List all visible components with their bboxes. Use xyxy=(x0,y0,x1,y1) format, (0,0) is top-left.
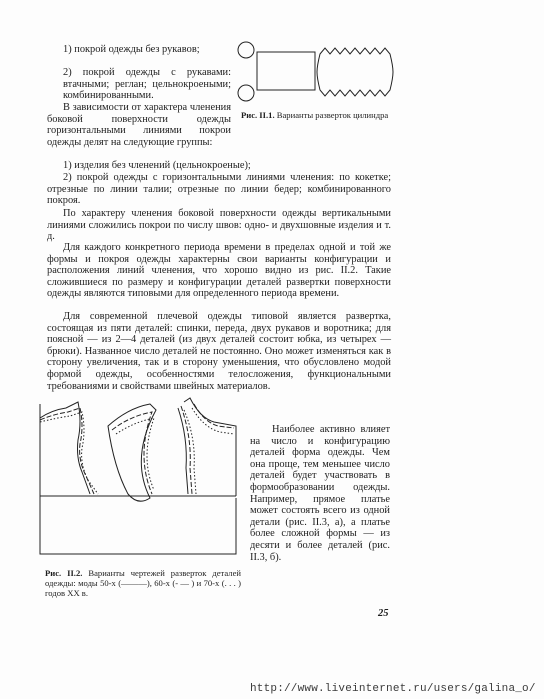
figure-1-caption xyxy=(241,110,393,120)
list-item-no-division: 1) изделия без членений (цельнокроеные); xyxy=(63,160,251,171)
paragraph-division: В зависимости от характера членения боковой поверхности одежды горизонтальными линиями покрои одежды делят на следующие группы: xyxy=(47,102,231,148)
figure-cylinder-developments xyxy=(236,40,396,104)
figure-2-label: Рис. II.2. xyxy=(45,568,83,578)
paragraph-form-influence: Наиболее активно влияет на число и конфигурацию деталей форма одежды. Чем она проще, тем меньшее число деталей будет участвовать в формообразовании одежды. Например, прямое платье может состоять всего из одной детали (рис. II.3, а), а платье более сложной формы — из десяти и более деталей (рис. II.3, б). xyxy=(250,424,390,563)
figure-1-label: Рис. II.1. xyxy=(241,110,275,120)
footer-url-link[interactable]: http://www.liveinternet.ru/users/galina_o/ xyxy=(250,683,536,695)
list-item-sleeves: 2) покрой одежды с рукавами: втачными; реглан; цельнокроеными; комбинированными. xyxy=(63,67,231,102)
paragraph-vertical-division: По характеру членения боковой поверхности одежды вертикальными линиями сложились покрои по числу швов: одно- и двухшовные изделия и т. д. xyxy=(47,208,391,243)
figure-2-caption xyxy=(45,568,241,599)
figure-1-text: Варианты разверток цилиндра xyxy=(276,110,389,120)
figure-pattern-drafts xyxy=(38,398,238,558)
figure-2-text: Варианты чертежей разверток деталей одежды: моды 50-х (———), 60-х (- — ) и 70-х (. . . ) годов XX в. xyxy=(45,568,241,599)
list-item-sleeveless: 1) покрой одежды без рукавов; xyxy=(63,44,200,55)
page-number: 25 xyxy=(378,608,389,619)
paragraph-time-period: Для каждого конкретного периода времени в пределах одной и той же формы и покроя одежды характерны свои варианты конфигурации и расположения линий членения, что хорошо видно из рис. II.2. Такие сложившиеся по размеру и конфигурации деталей развертки поверхности одежды являются типовыми для определенного периода времени. xyxy=(47,242,391,300)
paragraph-shoulder-clothing: Для современной плечевой одежды типовой является развертка, состоящая из пяти деталей: спинки, переда, двух рукавов и воротника; для поясной — из 2—4 деталей (из двух деталей состоит юбка, из четырех — брюки). Названное число деталей не постоянно. Оно может изменяться как в сторону увеличения, так и в сторону уменьшения, что обусловлено модой формой одежды, особенностями телосложения, функциональными требованиями и свойствами швейных материалов. xyxy=(47,311,391,392)
list-item-horizontal-division: 2) покрой одежды с горизонтальными линиями членения: по кокетке; отрезные по линии талии; отрезные по линии бедер; комбинированного покроя. xyxy=(47,172,391,207)
